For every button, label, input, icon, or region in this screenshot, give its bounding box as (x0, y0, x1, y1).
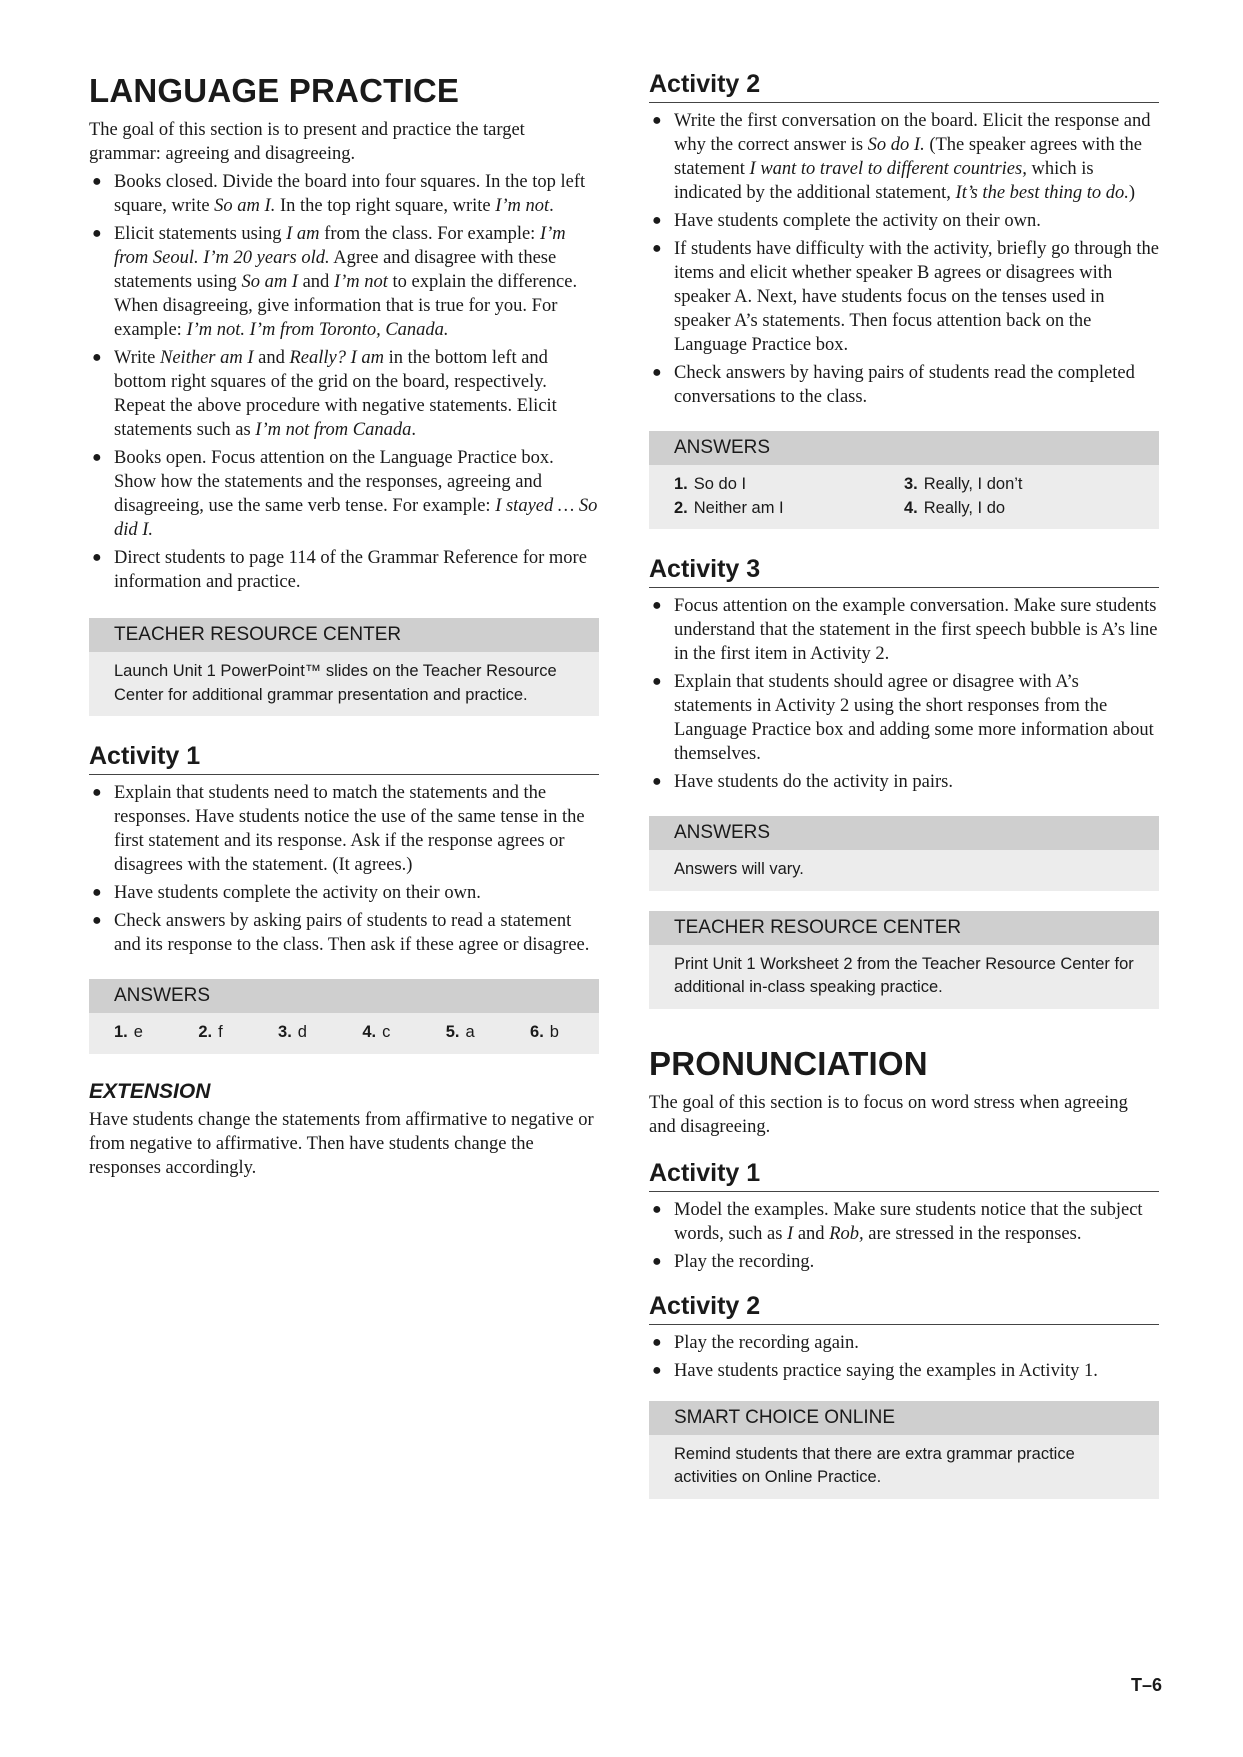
pron-activity-1-list (649, 1198, 1159, 1274)
activity-heading: Activity 1 (89, 742, 599, 775)
list-item: ● Check answers by asking pairs of students to read a statement and its response to the class. Then ask if these agree or disagree. (92, 911, 590, 955)
page-number: T–6 (1130, 1675, 1162, 1695)
list-item: ● Have students complete the activity on their own. (92, 883, 481, 903)
box-heading: ANSWERS (649, 431, 1159, 465)
answer-item: 1. e (114, 1023, 143, 1041)
list-item: ● Focus attention on the example conversation. Make sure students understand that the statement in the first speech bubble is A’s line in the first item in Activity 2. (652, 596, 1158, 664)
extension-heading: EXTENSION (89, 1079, 211, 1103)
bullet-icon: ● (92, 173, 102, 190)
activity-3-list (649, 594, 1159, 794)
bullet-icon: ● (652, 673, 662, 690)
activity-heading: Activity 3 (649, 555, 1159, 588)
bullet-icon: ● (652, 597, 662, 614)
teacher-resource-box-2 (649, 911, 1159, 1009)
box-heading: TEACHER RESOURCE CENTER (89, 618, 599, 652)
bullet-icon: ● (92, 784, 102, 801)
list-item: ● Have students practice saying the examples in Activity 1. (652, 1360, 1098, 1381)
list-item: ● Explain that students should agree or disagree with A’s statements in Activity 2 using the short responses from the Language Practice box and adding some more information about themselves. (652, 672, 1154, 764)
activity-1-list (89, 781, 599, 957)
bullet-icon: ● (652, 364, 662, 381)
extension-body: Have students change the statements from affirmative to negative or from negative to affirmative. Then have students change the responses accordingly. (89, 1109, 594, 1178)
list-item: ● Write the first conversation on the board. Elicit the response and why the correct answer is So do I. (The speaker agrees with the statement I want to travel to different countries, which is indicated by the additional statement, It’s the best thing to do.) (652, 111, 1151, 203)
list-item: ● Check answers by having pairs of students read the completed conversations to the class. (652, 363, 1135, 407)
bullet-icon: ● (92, 912, 102, 929)
list-item: ● Explain that students need to match the statements and the responses. Have students notice the use of the same tense in the first statement and its response. Ask if the response agrees or disagrees with the statement. (It agrees.) (92, 783, 585, 875)
smart-choice-box (649, 1401, 1159, 1499)
pron-activity-2-list (649, 1331, 1159, 1383)
bullet-icon: ● (652, 240, 662, 257)
list-item: ● Write Neither am I and Really? I am in the bottom left and bottom right squares of the grid on the board, respectively. Repeat the above procedure with negative statements. Elicit statements such as I’m not from Canada. (92, 348, 557, 440)
list-item: ● Elicit statements using I am from the class. For example: I’m from Seoul. I’m 20 years old. Agree and disagree with these statements using So am I and I’m not to explain the difference. When disagreeing, give information that is true for you. For example: I’m not. I’m from Toronto, Canada. (92, 224, 578, 340)
activity-1-section (89, 742, 599, 957)
bullet-icon: ● (652, 773, 662, 790)
answers-box-2 (649, 431, 1159, 529)
pron-activity-2-section (649, 1292, 1159, 1383)
list-item: ● Model the examples. Make sure students notice that the subject words, such as I and Rob, are stressed in the responses. (652, 1199, 1143, 1244)
bullet-icon: ● (92, 225, 102, 242)
list-item: ● Books closed. Divide the board into four squares. In the top left square, write So am I. In the top right square, write I’m not. (92, 172, 586, 216)
answers-box-1 (89, 979, 599, 1054)
bullet-icon: ● (652, 112, 662, 129)
activity-heading: Activity 2 (649, 1292, 1159, 1325)
left-column (89, 60, 599, 1184)
teacher-resource-box-1 (89, 618, 599, 716)
bullet-icon: ● (652, 1252, 662, 1270)
bullet-icon: ● (92, 884, 102, 901)
answers-box-3 (649, 816, 1159, 891)
language-practice-intro: The goal of this section is to present and practice the target grammar: agreeing and disagreeing. (89, 120, 525, 164)
bullet-icon: ● (652, 1200, 662, 1218)
right-column (649, 60, 1159, 1499)
bullet-icon: ● (92, 549, 102, 566)
list-item: ● Books open. Focus attention on the Language Practice box. Show how the statements and the responses, agreeing and disagreeing, use the same verb tense. For example: I stayed … So did I. (92, 448, 598, 540)
box-body (649, 465, 1159, 529)
list-item: ● Direct students to page 114 of the Grammar Reference for more information and practice. (92, 548, 587, 592)
language-practice-list (89, 170, 599, 594)
list-item: ● Play the recording. (652, 1251, 815, 1272)
bullet-icon: ● (652, 212, 662, 229)
list-item: ● If students have difficulty with the activity, briefly go through the items and elicit whether speaker B agrees or disagrees with speaker A. Next, have students focus on the tenses used in speaker A’s statements. Then focus attention back on the Language Practice box. (652, 239, 1160, 355)
answer-item: 2. f (198, 1023, 223, 1041)
activity-3-section (649, 555, 1159, 794)
language-practice-heading: LANGUAGE PRACTICE (89, 72, 460, 109)
answer-item: 3. d (278, 1023, 307, 1041)
answer-item: 6. b (530, 1023, 559, 1041)
box-heading: ANSWERS (89, 979, 599, 1013)
box-body: Remind students that there are extra grammar practice activities on Online Practice. (649, 1435, 1159, 1499)
list-item: ● Have students complete the activity on their own. (652, 211, 1041, 231)
pron-activity-1-section (649, 1159, 1159, 1274)
box-heading: ANSWERS (649, 816, 1159, 850)
bullet-icon: ● (652, 1361, 662, 1379)
list-item: ● Play the recording again. (652, 1332, 859, 1353)
pronunciation-heading: PRONUNCIATION (649, 1044, 928, 1082)
pronunciation-intro: The goal of this section is to focus on word stress when agreeing and disagreeing. (649, 1092, 1128, 1137)
answer-item: 1. So do I (674, 475, 747, 493)
answer-item: 5. a (445, 1023, 475, 1041)
box-body: Print Unit 1 Worksheet 2 from the Teacher Resource Center for additional in-class speaking practice. (649, 945, 1159, 1009)
answer-item: 4. Really, I do (904, 498, 1006, 517)
box-heading: TEACHER RESOURCE CENTER (649, 911, 1159, 945)
box-body: Answers will vary. (649, 850, 1159, 891)
box-body (89, 1013, 599, 1054)
bullet-icon: ● (92, 449, 102, 466)
activity-2-list (649, 109, 1159, 409)
bullet-icon: ● (652, 1333, 662, 1351)
answer-item: 3. Really, I don’t (904, 475, 1023, 493)
bullet-icon: ● (92, 349, 102, 366)
box-heading: SMART CHOICE ONLINE (649, 1401, 1159, 1435)
activity-heading: Activity 1 (649, 1159, 1159, 1192)
box-body: Launch Unit 1 PowerPoint™ slides on the Teacher Resource Center for additional grammar presentation and practice. (89, 652, 599, 716)
list-item: ● Have students do the activity in pairs. (652, 772, 953, 792)
answer-item: 2. Neither am I (674, 498, 784, 517)
answer-item: 4. c (362, 1023, 391, 1041)
activity-heading: Activity 2 (649, 70, 1159, 103)
